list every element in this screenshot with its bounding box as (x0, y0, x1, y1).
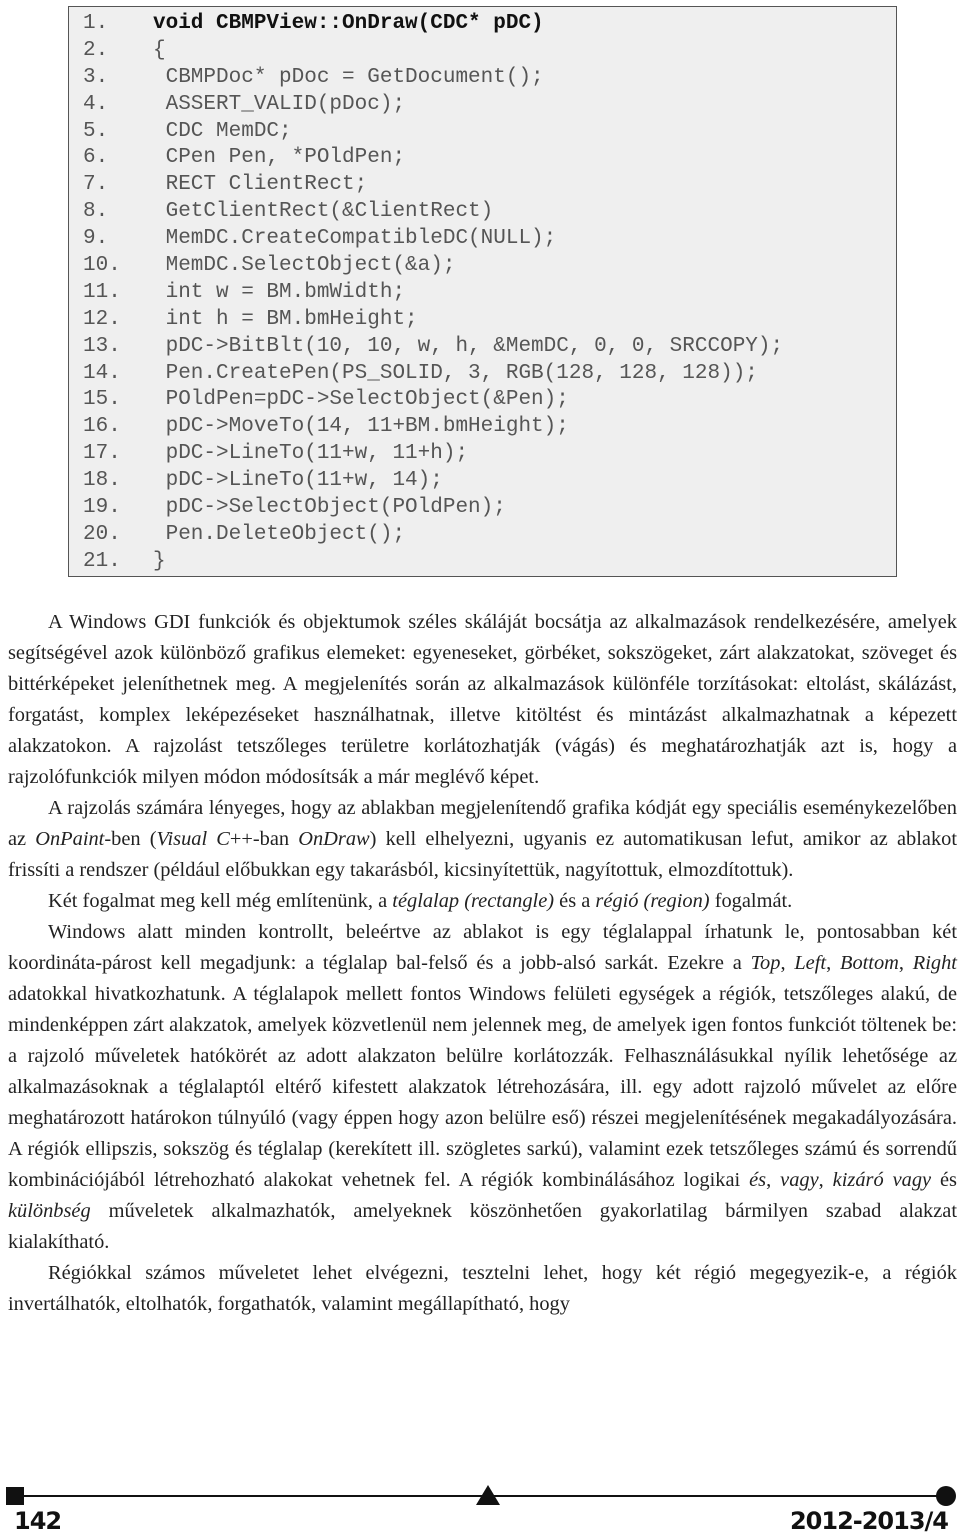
code-line (83, 441, 896, 468)
code-line-text: CBMPDoc* pDoc = GetDocument(); (153, 65, 544, 89)
p4-text-b: adatokkal hivatkozhatunk. A téglalapok mellett fontos Windows felületi egységek a régiók, tetszőleges alakú, de mindenképpen zárt alakzatok, amelyek közvetlenül nem jelennek meg, de amelyek igen fontos funkciót töltenek be: a rajzoló műveletek hatókörét az adott alakzaton belülre korlátozzák. Felhasználásukkal nyílik lehetősége az alkalmazásoknak a téglalaptól eltérő kifestett alakzatok létrehozására, ill. egy adott rajzoló művelet az előre meghatározott határokon túlnyúló (vagy éppen hogy azon belülre eső) részei megjelenítésének megakadályozására. A régiók ellipszis, sokszög és téglalap (kerekített ill. szögletes sarkú), valamint ezek tetszőleges számú és sorrendű kombinációjából létrehozható alakokat vehetnek fel. A régiók kombinálásához logikai (8, 983, 957, 1191)
code-line-text: Pen.CreatePen(PS_SOLID, 3, RGB(128, 128, 128)); (153, 361, 758, 385)
visual-c-term: Visual C (156, 828, 230, 850)
code-line-text: pDC->LineTo(11+w, 14); (153, 469, 443, 493)
code-line-number: 1. (83, 12, 109, 35)
p4-sep-6: és (931, 1169, 957, 1191)
top-term: Top (750, 952, 781, 974)
article-body (8, 607, 957, 1320)
right-term: Right (912, 952, 957, 974)
code-line-number: 13. (83, 334, 121, 358)
code-line-number: 20. (83, 522, 121, 546)
page-number: 142 (14, 1507, 62, 1535)
p3-text-c: fogalmát. (709, 890, 793, 912)
issue-number: 2012-2013/4 (789, 1507, 948, 1535)
code-line-text: MemDC.SelectObject(&a); (153, 254, 456, 278)
region-term: régió (region) (595, 890, 710, 912)
code-line (83, 361, 896, 388)
code-line-text: pDC->LineTo(11+w, 11+h); (153, 442, 469, 466)
p2-text-c: ++-ban (229, 828, 299, 850)
code-line-number: 21. (83, 549, 121, 573)
p3-text-b: és a (554, 890, 596, 912)
square-marker-icon (6, 1487, 24, 1505)
code-line (83, 226, 896, 253)
code-line (83, 65, 896, 92)
code-line-text: GetClientRect(&ClientRect) (153, 200, 494, 224)
p4-sep-3: , (898, 952, 913, 974)
p2-text-a: A rajzolás számára lényeges, hogy az ablakban megjelenítendő grafika kódját egy speciális eseménykezelőben az (8, 797, 957, 850)
code-line (83, 145, 896, 172)
triangle-marker-icon (476, 1485, 500, 1505)
p2-text-b: -ben ( (104, 828, 157, 850)
code-line (83, 387, 896, 414)
code-line-number: 5. (83, 119, 109, 143)
code-line-number: 17. (83, 442, 121, 466)
code-line-text: pDC->MoveTo(14, 11+BM.bmHeight); (153, 415, 569, 439)
page-footer (6, 1485, 956, 1535)
code-line (83, 414, 896, 441)
code-line-number: 10. (83, 254, 121, 278)
p2-text-d: ) kell elhelyezni, ugyanis ez automatikusan lefut, amikor az ablakot frissíti a rendszer (például előbukkan egy takarásból, kicsinyítettük, nagyítottuk, elmozdítottuk). (8, 828, 958, 881)
paragraph-4 (8, 917, 957, 1258)
code-line (83, 172, 896, 199)
paragraph-2 (8, 793, 957, 886)
code-line (83, 11, 896, 38)
p4-text-a: Windows alatt minden kontrollt, beleértve az ablakot is egy téglalappal írhatunk le, pontosabban két koordináta-párost kell megadjunk: a téglalap bal-felső és a jobb-alsó sarkát. Ezekre a (8, 921, 957, 974)
p4-text-c: műveletek alkalmazhatók, amelyeknek köszönhetően gyakorlatilag bármilyen szabad alakzat kialakítható. (8, 1200, 957, 1253)
code-line (83, 495, 896, 522)
code-line (83, 280, 896, 307)
code-line-text: pDC->SelectObject(POldPen); (153, 496, 506, 520)
circle-marker-icon (936, 1486, 956, 1506)
code-line-number: 11. (83, 280, 121, 304)
code-line (83, 92, 896, 119)
code-line-number: 6. (83, 146, 109, 170)
paragraph-1 (8, 607, 957, 793)
paragraph-5 (8, 1258, 957, 1320)
code-line (83, 307, 896, 334)
code-line-text: void CBMPView::OnDraw(CDC* pDC) (153, 12, 544, 35)
code-line (83, 522, 896, 549)
left-term: Left (794, 952, 827, 974)
code-line-text: int h = BM.bmHeight; (153, 307, 418, 331)
code-line-number: 8. (83, 200, 109, 224)
p3-text-a: Két fogalmat meg kell még említenünk, a (48, 890, 393, 912)
code-listing (68, 6, 897, 577)
code-line-number: 19. (83, 496, 121, 520)
code-line-text: CPen Pen, *POldPen; (153, 146, 406, 170)
code-line-text: POldPen=pDC->SelectObject(&Pen); (153, 388, 569, 412)
code-line (83, 119, 896, 146)
code-line (83, 549, 896, 576)
code-line (83, 253, 896, 280)
code-line (83, 334, 896, 361)
paragraph-1-text: A Windows GDI funkciók és objektumok széles skáláját bocsátja az alkalmazások rendelkezésére, amelyek segítségével azok különböző grafikus elemeket: egyeneseket, görbéket, sokszögeket, zárt alakzatokat, szöveget és bittérképeket jeleníthetnek meg. A megjelenítés során az alkalmazások különféle torzításokat: eltolást, skálázást, forgatást, komplex leképezéseket használhatnak, illetve kitöltést és mintázást alkalmazhatnak a képezett alakzatokon. A rajzolást tetszőleges területre korlátozhatják (vágás) és meghatározhatják azt is, hogy a rajzolófunkciók milyen módon módosítsák a már meglévő képet. (8, 611, 957, 788)
paragraph-5-text: Régiókkal számos műveletet lehet elvégezni, tesztelni lehet, hogy két régió megegyezik-e, a régiók invertálhatók, eltolhatók, forgathatók, valamint megállapítható, hogy (8, 1262, 957, 1315)
p4-sep-5: , (818, 1169, 833, 1191)
p4-sep-4: , (766, 1169, 781, 1191)
onpaint-term: OnPaint (35, 828, 105, 850)
code-line-text: { (153, 38, 166, 62)
code-line-number: 2. (83, 38, 109, 62)
p4-sep-2: , (826, 952, 840, 974)
kulonbseg-term: különbség (8, 1200, 91, 1222)
code-line (83, 468, 896, 495)
code-line-text: Pen.DeleteObject(); (153, 522, 406, 546)
code-line-text: pDC->BitBlt(10, 10, w, h, &MemDC, 0, 0, SRCCOPY); (153, 334, 784, 358)
code-line-text: ASSERT_VALID(pDoc); (153, 92, 406, 116)
code-line-number: 16. (83, 415, 121, 439)
code-line-number: 18. (83, 469, 121, 493)
es-term: és (749, 1169, 767, 1191)
bottom-term: Bottom (839, 952, 899, 974)
code-line-number: 7. (83, 173, 109, 197)
vagy-term: vagy (780, 1169, 819, 1191)
code-line-text: MemDC.CreateCompatibleDC(NULL); (153, 227, 557, 251)
rectangle-term: téglalap (rectangle) (392, 890, 555, 912)
code-line-number: 14. (83, 361, 121, 385)
code-line-number: 3. (83, 65, 109, 89)
code-line-number: 4. (83, 92, 109, 116)
p4-sep-1: , (780, 952, 795, 974)
code-line-text: CDC MemDC; (153, 119, 292, 143)
code-line-number: 12. (83, 307, 121, 331)
code-line-text: int w = BM.bmWidth; (153, 280, 406, 304)
paragraph-3 (8, 886, 957, 917)
code-line (83, 199, 896, 226)
kizaro-vagy-term: kizáró vagy (832, 1169, 932, 1191)
code-line-number: 9. (83, 227, 109, 251)
ondraw-term: OnDraw (298, 828, 370, 850)
code-line-text: RECT ClientRect; (153, 173, 368, 197)
code-line (83, 38, 896, 65)
code-line-number: 15. (83, 388, 121, 412)
code-line-text: } (153, 549, 166, 573)
